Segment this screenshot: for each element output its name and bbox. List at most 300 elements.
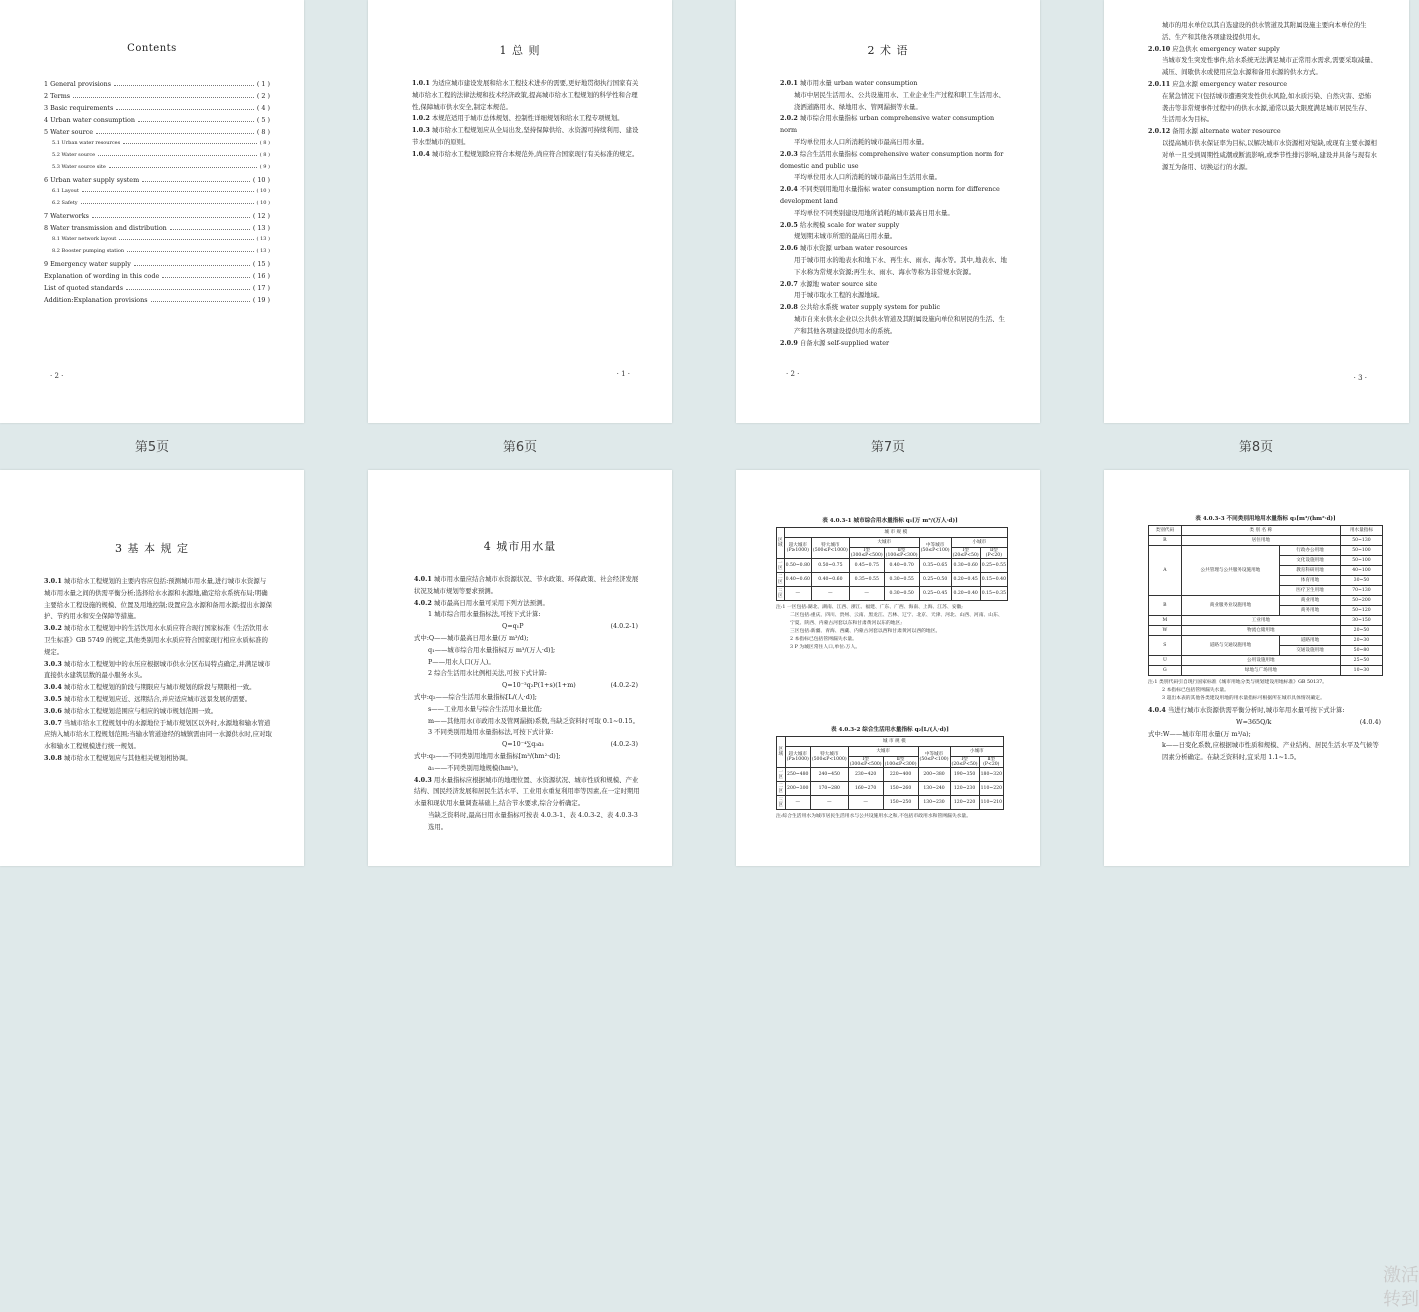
table-cell: 230~420	[848, 768, 883, 782]
table-cell: S	[1149, 636, 1182, 656]
paragraph	[780, 149, 1008, 173]
table-cell: 50~80	[1340, 646, 1382, 656]
toc-page-number: ( 2 )	[256, 92, 270, 100]
table-cell: 160~270	[848, 782, 883, 796]
toc-page-number: ( 13 )	[256, 248, 270, 254]
formula-number: (4.0.4)	[1359, 717, 1381, 726]
table-cell: 0.40~0.60	[784, 573, 811, 587]
clause-number: 1.0.4	[412, 149, 430, 158]
paragraph-text: 规划期末城市所需的最高日用水量。	[794, 232, 897, 241]
page-8	[1104, 0, 1409, 423]
table-landuse-water	[1148, 525, 1383, 676]
toc-page-number: ( 8 )	[259, 152, 270, 158]
note-line: 注:1 类别代码引自现行国家标准《城市用地分类与规划建设用地标准》GB 50137。	[1148, 680, 1328, 685]
table-cell: 0.30~0.60	[951, 559, 980, 573]
table-cell: —	[849, 587, 884, 601]
paragraph-text: 城市给水工程规划中的水压应根据城市供水分区布局特点确定,并满足城市直接供水建筑层数的最小服务水头。	[44, 659, 271, 680]
clause-number: 2.0.1	[780, 79, 798, 87]
paragraph	[1148, 55, 1377, 79]
paragraph	[1148, 126, 1377, 138]
toc-leader	[119, 239, 253, 240]
clause-number: 2.0.8	[780, 303, 798, 312]
toc-entry[interactable]	[44, 80, 270, 92]
paragraph-text: a₁——不同类别用地规模(hm²)。	[428, 763, 523, 772]
toc-entry[interactable]	[44, 200, 270, 212]
table-row	[777, 573, 1008, 587]
table-header: 区域	[777, 528, 785, 559]
table-header	[849, 538, 919, 548]
toc-leader	[96, 133, 254, 134]
paragraph-text: s——工业用水量与综合生活用水量比值;	[428, 704, 543, 713]
note-line: 2 本指标已包括管网漏失水量。	[1162, 688, 1229, 693]
activation-watermark	[1383, 1264, 1419, 1312]
table-header: 区域	[777, 737, 786, 768]
toc-page-number: ( 19 )	[252, 296, 270, 304]
paragraph-text: 以提高城市供水保证率为目标,以解决城市水资源相对短缺,或现有主要水源相对单一且受到周期性咸潮或断流影响,或季节性排污影响,建设并具备与现有水源互为备用、切换运行的水源。	[1162, 138, 1377, 171]
toc-leader	[126, 289, 250, 290]
toc-page-number: ( 9 )	[259, 164, 270, 170]
table-cell: 20~30	[1340, 636, 1382, 646]
table-cell: 120~220	[950, 796, 979, 810]
toc-entry-title: 6.2 Safety	[52, 200, 78, 206]
page-label-6[interactable]: 第6页	[502, 440, 538, 455]
toc-entry[interactable]	[44, 92, 270, 104]
table-header: 用水量指标	[1340, 526, 1382, 536]
toc-entry-title: 8.1 Water network layout	[52, 236, 117, 242]
clause-number: 4.0.3	[414, 775, 432, 784]
toc-page-number: ( 16 )	[252, 272, 270, 280]
table-cell: A	[1149, 546, 1182, 596]
formula: Q=10⁻³q₂P(1+s)(1+m)	[502, 681, 576, 690]
table-cell: 道路与交通设施用地	[1181, 636, 1279, 656]
note-line: 3 超出本表的其他各类建设用地的用水量指标可根据所在城市具体情况确定。	[1162, 696, 1325, 701]
paragraph-text: 城市中居民生活用水、公共设施用水、工业企业生产过程和职工生活用水、浇洒道路用水、绿地用水、管网漏损等水量。	[794, 90, 1005, 111]
paragraph	[414, 810, 640, 834]
toc-entry[interactable]	[44, 188, 270, 200]
header-label: Ⅱ型	[896, 757, 905, 762]
toc-leader	[114, 85, 254, 86]
table-row	[1149, 626, 1383, 636]
header-label: 特大城市	[820, 752, 839, 757]
formula-number: (4.0.2-2)	[610, 681, 638, 690]
toc-entry-title: 8.2 Booster pumping station	[52, 248, 125, 254]
note-line: 三区包括:新疆、青海、西藏、内蒙古河套以西和甘肃黄河以西的地区。	[790, 629, 941, 634]
paragraph-text: 1 城市综合用水量指标法,可按下式计算:	[428, 610, 541, 619]
chapter-body	[44, 576, 272, 765]
clause-number: 3.0.5	[44, 694, 62, 703]
table-cell: 物流仓储用地	[1181, 626, 1340, 636]
toc-entry-title: 8 Water transmission and distribution	[44, 224, 167, 232]
paragraph	[780, 172, 1008, 184]
paragraph	[44, 694, 272, 706]
page-number: · 3 ·	[1353, 374, 1367, 382]
header-range: (20≤P<50)	[951, 762, 978, 767]
toc-entry[interactable]	[44, 212, 270, 224]
header-range: (P<20)	[985, 553, 1003, 558]
table-cell: 0.50~0.75	[811, 559, 849, 573]
toc-entry[interactable]	[44, 140, 270, 152]
note-line: 注:1 一区包括:湖北、湖南、江西、浙江、福建、广东、广西、海南、上海、江苏、安徽;	[776, 605, 963, 610]
clause-number: 3.0.2	[44, 624, 62, 633]
table-cell: 0.15~0.35	[980, 587, 1007, 601]
page-title: Contents	[127, 43, 177, 54]
table-cell: 文化设施用地	[1280, 556, 1341, 566]
toc-leader	[123, 143, 257, 144]
toc-entry[interactable]	[44, 236, 270, 248]
paragraph-text: 当城市给水工程规划中的水源地位于城市规划区以外时,水源地和输水管道应纳入城市给水工程规划范围;当输水管道途经的城镇需由同一水源供水时,应对取水和输水工程规模进行统一规划。	[44, 718, 272, 751]
clause-number: 3.0.6	[44, 706, 62, 715]
paragraph	[414, 692, 640, 704]
toc-leader	[138, 121, 254, 122]
table-cell: 0.20~0.45	[951, 573, 980, 587]
paragraph	[1148, 20, 1377, 44]
paragraph-text: 应急水源 emergency water resource	[1170, 79, 1287, 88]
table-cell: 0.45~0.75	[849, 559, 884, 573]
paragraph	[412, 78, 640, 113]
table-cell: 行政办公用地	[1280, 546, 1341, 556]
chapter-body	[412, 78, 640, 161]
clause-number: 4.0.1	[414, 575, 432, 583]
table-cell: B	[1149, 596, 1182, 616]
table-cell: 50~130	[1340, 536, 1382, 546]
toc-entry-title: 6.1 Layout	[52, 188, 79, 194]
paragraph	[780, 314, 1008, 338]
paragraph-text: 城市给水工程规划应与其他相关规划相协调。	[61, 753, 192, 762]
paragraph-text: m——其他用水(市政用水及管网漏损)系数,当缺乏资料时可取 0.1~0.15。	[428, 716, 640, 725]
table-header	[951, 548, 980, 559]
table-cell: 道路用地	[1280, 636, 1341, 646]
page-label-5[interactable]: 第5页	[134, 440, 170, 455]
toc-entry-title: 5.3 Water source site	[52, 164, 106, 170]
clause-number: 1.0.3	[412, 126, 430, 135]
table-cell: 医疗卫生用地	[1280, 586, 1341, 596]
toc-entry[interactable]	[44, 248, 270, 260]
formula-line	[414, 621, 640, 633]
table-cell: —	[848, 796, 883, 810]
watermark-line: 激活	[1383, 1265, 1419, 1286]
table-cell: 0.25~0.45	[919, 587, 951, 601]
table-header: 城 市 规 模	[784, 528, 1007, 538]
table-header	[883, 757, 918, 768]
table-header	[919, 538, 951, 559]
clause-number: 2.0.5	[780, 220, 798, 229]
where-line: 式中:W——城市年用水量(万 m³/a);	[1148, 729, 1251, 738]
toc-leader	[98, 155, 257, 156]
paragraph-text: 式中:Q——城市最高日用水量(万 m³/d);	[414, 633, 529, 642]
paragraph	[414, 598, 640, 610]
table-cell: 50~100	[1340, 546, 1382, 556]
header-label: Ⅰ型	[962, 548, 969, 553]
formula-number: (4.0.2-1)	[610, 622, 638, 631]
paragraph-text: 城市最高日用水量可采用下列方法预测。	[431, 598, 549, 607]
paragraph-text: 水源地 water source site	[797, 279, 878, 288]
paragraph-text: 城市水资源 urban water resources	[797, 244, 908, 253]
clause-number: 2.0.2	[780, 114, 798, 123]
table-header	[811, 538, 849, 559]
toc-entry[interactable]	[44, 152, 270, 164]
table-caption: 表 4.0.3-2 综合生活用水量指标 q₂[L/(人·d)]	[831, 727, 949, 733]
paragraph-text: 3 不同类别用地用水量指标法,可按下式计算:	[428, 728, 554, 737]
paragraph	[414, 633, 640, 645]
table-cell: 0.25~0.55	[980, 559, 1007, 573]
paragraph	[44, 659, 272, 683]
toc-entry[interactable]	[44, 116, 270, 128]
formula-line	[414, 680, 640, 692]
header-label: 大城市	[876, 749, 890, 754]
paragraph-text: 自备水源 self-supplied water	[797, 338, 890, 347]
table-cell: 50~100	[1340, 556, 1382, 566]
clause-number: 3.0.8	[44, 753, 62, 762]
paragraph	[412, 125, 640, 149]
paragraph-text: 为适应城市建设发展和给水工程技术进步的需要,更好地贯彻执行国家有关城市给水工程的法律法规和技术经济政策,提高城市给水工程规划的科学性和合理性,保障城市供水安全,制定本规范。	[412, 79, 639, 111]
table-cell: 30~50	[1340, 576, 1382, 586]
formula: Q=q₁P	[502, 622, 524, 631]
table-cell: 0.20~0.40	[951, 587, 980, 601]
paragraph-text: 平均单位用水人口所消耗的城市最高日生活用水量。	[794, 173, 941, 182]
paragraph	[780, 290, 1008, 302]
paragraph	[414, 609, 640, 621]
toc-entry-title: Explanation of wording in this code	[44, 272, 160, 280]
paragraph-text: 城市给水工程规划除应符合本规范外,尚应符合国家现行有关标准的规定。	[429, 149, 639, 158]
toc-page-number: ( 13 )	[256, 236, 270, 242]
toc-leader	[127, 251, 253, 252]
toc-leader	[82, 191, 254, 192]
table-cell: 教育科研用地	[1280, 566, 1341, 576]
table-cell: 0.50~0.80	[784, 559, 811, 573]
paragraph-text: 当城市发生突发性事件,给水系统无法满足城市正常用水需求,需要采取减量、减压、间歇供水或使用应急水源和备用水源的供水方式。	[1162, 56, 1377, 77]
paragraph	[414, 704, 640, 716]
toc-leader	[134, 265, 250, 266]
clause-number: 4.0.4	[1148, 706, 1166, 714]
toc-entry[interactable]	[44, 224, 270, 236]
paragraph-text: 城市综合用水量指标 urban comprehensive water consumption norm	[780, 114, 995, 135]
note-line: 二区包括:重庆、四川、贵州、云南、黑龙江、吉林、辽宁、北京、天津、河北、山西、河南、山东、宁夏、陕西、内蒙古河套以东和甘肃黄河以东的地区;	[790, 613, 1003, 626]
table-cell: 二区	[777, 782, 786, 796]
toc-entry-title: 9 Emergency water supply	[44, 260, 131, 268]
clause-number: 2.0.9	[780, 338, 798, 347]
table-cell: 200~380	[918, 768, 950, 782]
table-header	[950, 757, 979, 768]
paragraph	[780, 231, 1008, 243]
header-range: (100≤P<300)	[885, 553, 918, 558]
table-cell: 二区	[778, 574, 783, 585]
paragraph-text: 用水量指标应根据城市的地理位置、水资源状况、城市性质和规模、产业结构、国民经济发展和居民生活水平、工业用水重复利用率等因素,在一定时期用水量和现状用水量调查基础上,结合节水要求,综合分析确定。	[414, 775, 640, 808]
table-cell: 240~450	[810, 768, 848, 782]
toc-page-number: ( 13 )	[252, 224, 270, 232]
paragraph	[414, 763, 640, 775]
toc-leader	[92, 217, 250, 218]
paragraph-text: 式中:q₃——不同类别用地用水量指标[m³/(hm²·d)];	[414, 751, 561, 760]
header-label: 特大城市	[821, 543, 840, 548]
table-cell: 180~320	[979, 768, 1003, 782]
table-cell: 130~230	[918, 796, 950, 810]
table-block-3	[1148, 514, 1383, 764]
table-cell: 0.40~0.70	[884, 559, 919, 573]
paragraph-text: 给水规模 scale for water supply	[797, 220, 900, 229]
table-caption: 表 4.0.3-1 城市综合用水量指标 q₁[万 m³/(万人·d)]	[822, 518, 958, 524]
paragraph	[780, 279, 1008, 291]
toc-entry[interactable]	[44, 128, 270, 140]
page-9	[0, 470, 304, 866]
table-header	[884, 548, 919, 559]
header-label: 小城市	[969, 749, 984, 754]
chapter-title: 4 城市用水量	[483, 540, 557, 553]
header-range: (300≤P<500)	[849, 762, 882, 767]
table-header	[979, 757, 1003, 768]
clause-text: 当进行城市水资源供需平衡分析时,城市年用水量可按下式计算:	[1165, 706, 1345, 714]
table-cell: —	[785, 796, 810, 810]
header-range: (P≥1000)	[786, 757, 809, 762]
chapter-body	[1148, 20, 1377, 173]
paragraph	[44, 753, 272, 765]
table-caption: 表 4.0.3-3 不同类别用地用水量指标 q₃[m³/(hm²·d)]	[1195, 516, 1336, 522]
paragraph-text: P——用水人口(万人)。	[428, 657, 495, 666]
table-cell: 商务用地	[1280, 606, 1341, 616]
paragraph-text: 城市给水工程规划中的生活饮用水水质应符合现行国家标准《生活饮用水卫生标准》GB 5749 的规定,其他类别用水水质应符合国家现行相应水质标准的规定。	[44, 624, 269, 656]
toc-leader	[151, 301, 250, 302]
clause-number: 2.0.6	[780, 244, 798, 253]
table-row	[1149, 546, 1383, 556]
toc-entry[interactable]	[44, 284, 270, 296]
table-row	[777, 587, 1008, 601]
paragraph	[414, 751, 640, 763]
toc-entry[interactable]	[44, 104, 270, 116]
paragraph	[414, 668, 640, 680]
toc-entry[interactable]	[44, 164, 270, 176]
page-label-7[interactable]: 第7页	[870, 440, 906, 455]
table-note: 注:综合生活用水为城市居民生活用水与公共设施用水之和,不包括市政用水和管网漏失水量。	[776, 814, 972, 819]
table-cell: 交通设施用地	[1280, 646, 1341, 656]
table-cell: 工业用地	[1181, 616, 1340, 626]
paragraph-text: 城市用水量应结合城市水资源状况、节水政策、环保政策、社会经济发展状况及城市规划等要求预测。	[414, 575, 639, 595]
table-cell: 0.40~0.60	[811, 573, 849, 587]
page-number: · 2 ·	[786, 370, 800, 378]
watermark-line: 转到	[1383, 1289, 1419, 1310]
header-label: Ⅱ型	[987, 757, 996, 762]
table-cell: 10~30	[1340, 666, 1382, 676]
table-cell: 0.30~0.50	[884, 587, 919, 601]
page-10	[368, 470, 672, 866]
toc-entry-title: 1 General provisions	[44, 80, 112, 88]
page-number: · 1 ·	[616, 370, 630, 378]
table-cell: 商业用地	[1280, 596, 1341, 606]
toc-entry-title: 2 Terms	[44, 92, 71, 100]
table-cell: 250~480	[785, 768, 810, 782]
header-label: Ⅰ型	[961, 757, 968, 762]
table-cell: 25~50	[1340, 656, 1382, 666]
toc-leader	[109, 167, 257, 168]
toc-leader	[73, 97, 254, 98]
table-cell: 居住用地	[1181, 536, 1340, 546]
paragraph	[780, 338, 1008, 350]
paragraph	[44, 706, 272, 718]
paragraph-text: 综合生活用水量指标 comprehensive water consumption norm for domestic and public use	[780, 149, 1004, 170]
paragraph-text: 应急供水 emergency water supply	[1170, 44, 1280, 53]
table-row	[1149, 536, 1383, 546]
paragraph	[414, 657, 640, 669]
toc-page-number: ( 5 )	[256, 116, 270, 124]
table-header: 类别代码	[1149, 526, 1182, 536]
toc-entry[interactable]	[44, 272, 270, 284]
paragraph-text: 本规范适用于城市总体规划、控制性详细规划和给水工程专项规划。	[429, 114, 624, 123]
toc-page-number: ( 8 )	[256, 128, 270, 136]
paragraph-text: 城市给水工程规划应近、远期结合,并应适应城市远景发展的需要。	[61, 694, 252, 703]
formula-number: (4.0.2-3)	[610, 740, 638, 749]
clause-number: 2.0.3	[780, 149, 798, 158]
page-5	[0, 0, 304, 423]
toc-entry[interactable]	[44, 296, 270, 308]
page-number: · 2 ·	[50, 372, 64, 380]
header-label: 超大城市	[788, 752, 807, 757]
header-label: 大城市	[877, 540, 892, 545]
table-block-2	[776, 725, 1004, 821]
toc-entry-title: 5.2 Water source	[52, 152, 96, 158]
toc-page-number: ( 8 )	[259, 140, 270, 146]
table-header	[951, 538, 1007, 548]
toc-page-number: ( 17 )	[252, 284, 270, 292]
toc-leader	[170, 229, 250, 230]
chapter-body	[780, 78, 1008, 349]
paragraph	[780, 302, 1008, 314]
table-header	[950, 747, 1003, 757]
paragraph	[414, 727, 640, 739]
paragraph-text: 备用水源 alternate water resource	[1170, 127, 1281, 136]
table-cell: 170~280	[810, 782, 848, 796]
header-range: (300≤P<500)	[850, 553, 883, 558]
toc-entry[interactable]	[44, 176, 270, 188]
table-header	[918, 747, 950, 768]
paragraph	[780, 220, 1008, 232]
header-label: 中等城市	[925, 543, 945, 548]
clause-number: 2.0.10	[1148, 44, 1171, 53]
formula-line	[414, 739, 640, 751]
clause-number: 3.0.3	[44, 659, 62, 668]
note-line: 2 本指标已包括管网漏失水量。	[790, 637, 857, 642]
table-notes	[776, 604, 1004, 652]
table-cell: M	[1149, 616, 1182, 626]
paragraph	[1148, 44, 1377, 56]
table-notes	[1148, 679, 1383, 703]
table-cell: 110~220	[979, 782, 1003, 796]
paragraph	[412, 149, 640, 161]
table-cell: 40~100	[1340, 566, 1382, 576]
page-label-8[interactable]: 第8页	[1238, 440, 1274, 455]
toc-leader	[162, 277, 250, 278]
table-header	[784, 538, 811, 559]
paragraph	[44, 623, 272, 658]
table-cell: 50~120	[1340, 606, 1382, 616]
toc-entry[interactable]	[44, 260, 270, 272]
toc-page-number: ( 4 )	[256, 104, 270, 112]
toc-page-number: ( 12 )	[252, 212, 270, 220]
clause-number: 2.0.4	[780, 185, 798, 194]
clause-number: 2.0.11	[1148, 79, 1171, 88]
header-range: (P≥1000)	[786, 548, 809, 553]
table-row	[1149, 666, 1383, 676]
paragraph-text: q₁——城市综合用水量指标[万 m³/(万人·d)];	[428, 645, 556, 654]
table-cell: 220~400	[883, 768, 918, 782]
table-cell: U	[1149, 656, 1182, 666]
table-cell: 130~240	[918, 782, 950, 796]
header-range: (20≤P<50)	[952, 553, 979, 558]
page-12	[1104, 470, 1419, 1310]
clause-number: 3.0.7	[44, 718, 62, 727]
table-row	[777, 768, 1004, 782]
table-header	[785, 747, 810, 768]
table-cell: 0.25~0.50	[919, 573, 951, 587]
formula: Q=10⁻⁴∑q₃a₁	[502, 740, 545, 749]
table-cell: —	[811, 587, 849, 601]
